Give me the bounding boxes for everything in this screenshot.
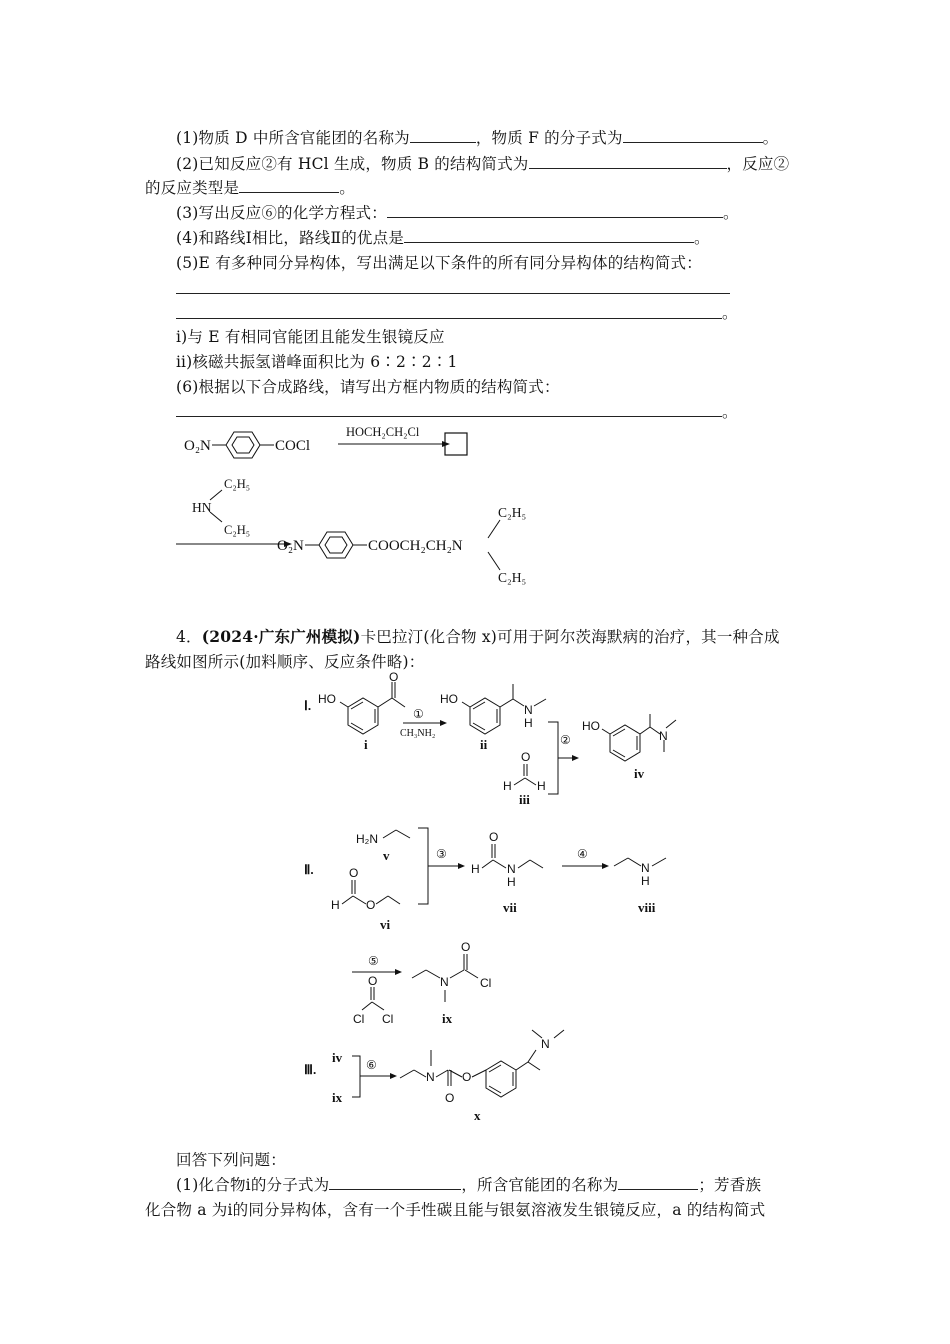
- ii-N: N: [524, 703, 533, 717]
- compound-ii: [462, 684, 546, 734]
- reagent-label: HOCH₂CH₂Cl: [346, 425, 420, 439]
- q4-part1-cont: 化合物 a 为ⅰ的同分异构体，含有一个手性碳且能与银氨溶液发生银镜反应，a 的结构简式: [145, 1201, 766, 1219]
- viii-N: N: [641, 861, 650, 875]
- ix-N: N: [440, 975, 449, 989]
- phosgene-O: O: [368, 974, 378, 988]
- phosgene-Cl-right: Cl: [382, 1012, 394, 1026]
- x-N-amine: N: [541, 1037, 550, 1051]
- benzene-ring-2: [319, 532, 353, 558]
- q4-answer-head: 回答下列问题：: [176, 1151, 286, 1169]
- q4-synthesis-scheme: [300, 672, 680, 1132]
- c2h5-lower: C₂H₅: [224, 523, 251, 537]
- c2h5-lower-2: C₂H₅: [498, 570, 527, 585]
- label-x: x: [474, 1108, 481, 1123]
- vi-H: H: [331, 898, 340, 912]
- q4-source: (2024·广东广州模拟): [201, 627, 361, 646]
- q3-part4: (4)和路线Ⅰ相比，路线Ⅱ的优点是 。: [176, 229, 710, 247]
- vii-H: H: [471, 862, 480, 876]
- blank-box-structure[interactable]: [176, 416, 722, 417]
- vii-N: N: [507, 862, 516, 876]
- q3-condition-1: ⅰ)与 E 有相同官能团且能发生银镜反应: [176, 328, 445, 346]
- q3-part3: (3)写出反应⑥的化学方程式： 。: [176, 204, 739, 222]
- step-2: ②: [560, 733, 571, 747]
- iii-H-right: H: [537, 779, 546, 793]
- bracket-step-3: [418, 828, 428, 904]
- route-III-label: Ⅲ.: [304, 1062, 317, 1077]
- blank-isomer-line1[interactable]: [176, 293, 730, 294]
- blank-i-group[interactable]: [618, 1175, 698, 1190]
- q4-part1: (1)化合物ⅰ的分子式为 ，所含官能团的名称为 ；芳香族: [176, 1176, 762, 1194]
- q3-part6: (6)根据以下合成路线，请写出方框内物质的结构简式：: [176, 378, 560, 396]
- compound-i: [340, 682, 405, 734]
- phosgene-Cl-left: Cl: [353, 1012, 365, 1026]
- ix-Cl: Cl: [480, 976, 492, 990]
- step-5: ⑤: [368, 954, 379, 968]
- step-3: ③: [436, 847, 447, 861]
- iv-HO: HO: [582, 719, 600, 733]
- label-vii: vii: [503, 900, 517, 915]
- label-vi: vi: [380, 917, 391, 932]
- blank-isomer-line2[interactable]: [176, 318, 722, 319]
- o2n-label-2: O₂N: [277, 538, 304, 554]
- q3-part1: (1)物质 D 中所含官能团的名称为 ，物质 F 的分子式为 。: [176, 129, 779, 147]
- compound-iii: [514, 764, 536, 785]
- compound-x: [400, 1030, 564, 1097]
- q3-part5-end: 。: [722, 304, 738, 322]
- vi-O-top: O: [349, 866, 359, 880]
- vii-O: O: [489, 830, 499, 844]
- ester-label: COOCH₂CH₂N: [368, 538, 463, 554]
- q3-part2: (2)已知反应②有 HCl 生成，物质 B 的结构简式为 ，反应②: [176, 155, 790, 173]
- q3-part2-cont: 的反应类型是 。: [145, 179, 355, 197]
- ch3nh2: CH₃NH₂: [400, 728, 436, 739]
- blank-equation[interactable]: [387, 203, 723, 218]
- q3-condition-2: ⅱ)核磁共振氢谱峰面积比为 6∶2∶2∶1: [176, 353, 458, 371]
- blank-i-formula[interactable]: [329, 1175, 461, 1190]
- blank-f-formula[interactable]: [623, 128, 763, 143]
- c2h5-upper-2: C₂H₅: [498, 505, 527, 520]
- blank-d-group[interactable]: [410, 128, 476, 143]
- III-iv: iv: [332, 1050, 343, 1065]
- benzene-ring-1: [226, 432, 260, 458]
- step-4: ④: [577, 847, 588, 861]
- i-HO: HO: [318, 692, 336, 706]
- compound-viii: [614, 858, 666, 866]
- q3-synthesis-scheme: [170, 420, 570, 592]
- iii-O: O: [521, 750, 531, 764]
- blank-advantage[interactable]: [404, 228, 694, 243]
- ii-H: H: [524, 716, 533, 730]
- step-1: ①: [413, 707, 424, 721]
- vi-O-ester: O: [366, 898, 376, 912]
- III-ix: ix: [332, 1090, 343, 1105]
- iv-N: N: [659, 729, 668, 743]
- i-O: O: [389, 670, 399, 684]
- x-O-ester: O: [462, 1070, 472, 1084]
- hn-label: HN: [192, 500, 212, 515]
- bracket-step-6: [352, 1056, 360, 1097]
- label-ii: ii: [480, 737, 488, 752]
- x-O-carbonyl: O: [445, 1091, 455, 1105]
- label-v: v: [383, 848, 390, 863]
- ii-HO: HO: [440, 692, 458, 706]
- bracket-step-2: [548, 722, 558, 794]
- q3-part6-end: 。: [722, 403, 738, 421]
- iii-H-left: H: [503, 779, 512, 793]
- vii-NH: H: [507, 875, 516, 889]
- q4-intro-cont: 路线如图所示(加料顺序、反应条件略)：: [145, 653, 425, 671]
- o2n-label: O₂N: [184, 438, 211, 454]
- q4-intro: 4．(2024·广东广州模拟)卡巴拉汀(化合物 x)可用于阿尔茨海默病的治疗，其一种合成: [176, 627, 780, 646]
- label-iv: iv: [634, 766, 645, 781]
- route-I-label: Ⅰ.: [304, 698, 312, 713]
- label-i: i: [364, 737, 368, 752]
- label-viii: viii: [638, 900, 656, 915]
- cocl-label: COCl: [275, 438, 311, 454]
- x-N-carbamate: N: [426, 1070, 435, 1084]
- step-6: ⑥: [366, 1058, 377, 1072]
- route-II-label: Ⅱ.: [304, 862, 314, 877]
- q3-part5: (5)E 有多种同分异构体，写出满足以下条件的所有同分异构体的结构简式：: [176, 254, 702, 272]
- ix-O: O: [461, 940, 471, 954]
- label-ix: ix: [442, 1011, 453, 1026]
- blank-b-structure[interactable]: [529, 154, 727, 169]
- viii-H: H: [641, 874, 650, 888]
- compound-v: [383, 830, 410, 838]
- c2h5-upper: C₂H₅: [224, 477, 251, 491]
- v-H2N: H₂N: [356, 832, 378, 846]
- phosgene: [362, 987, 384, 1010]
- blank-reaction-type[interactable]: [239, 178, 339, 193]
- label-iii: iii: [519, 792, 530, 807]
